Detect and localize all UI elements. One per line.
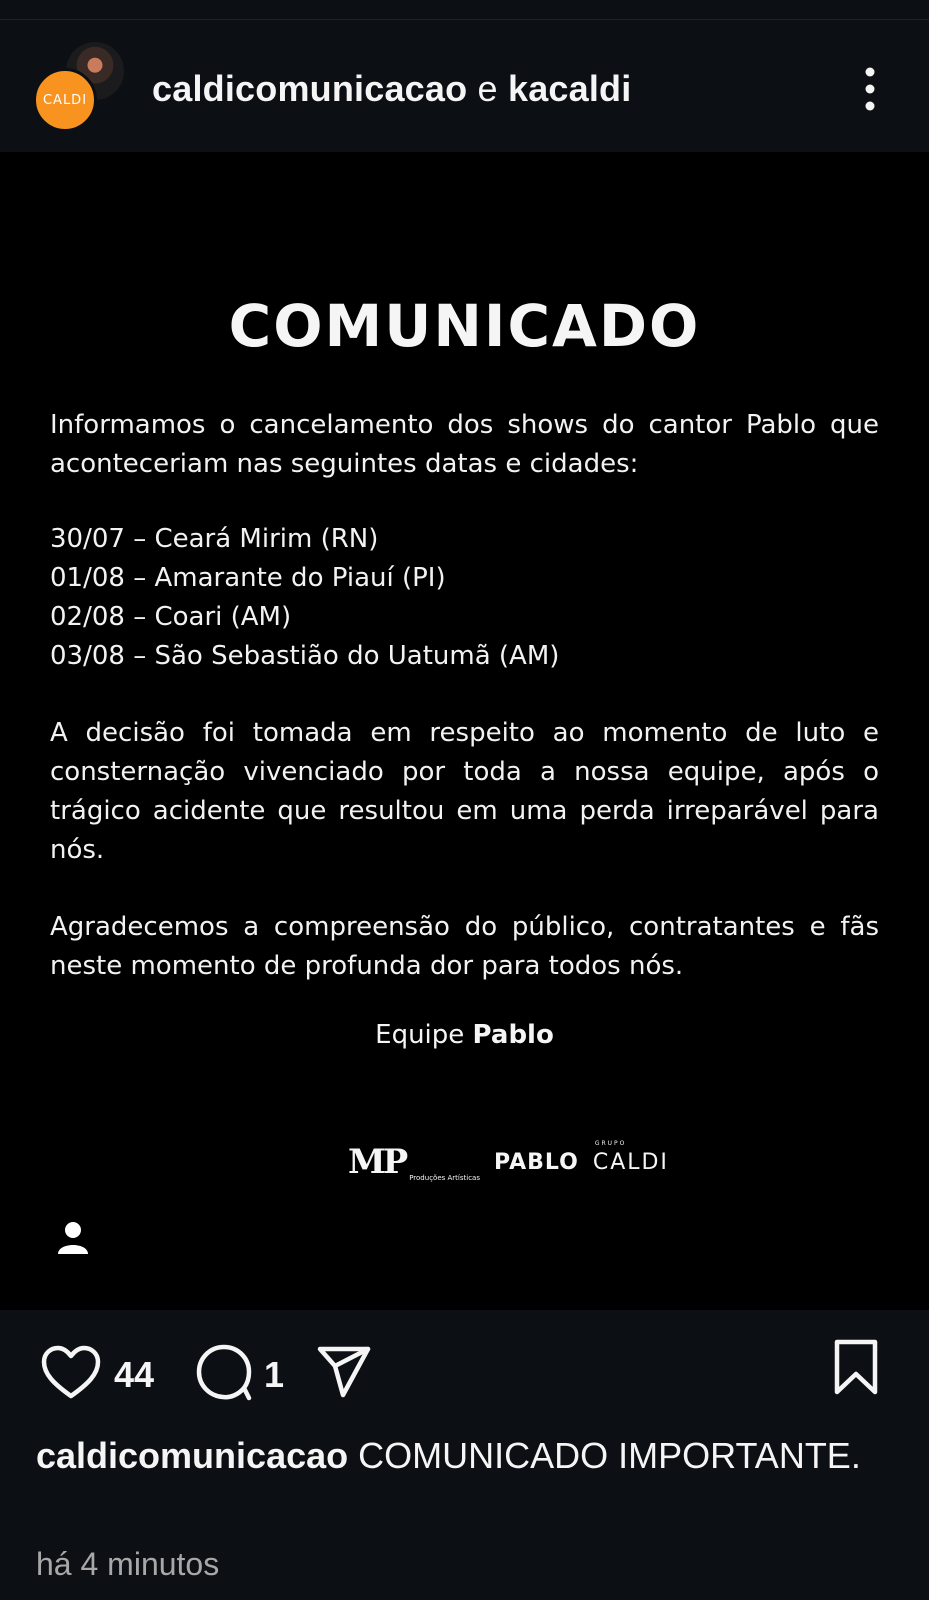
post-authors [152,68,631,110]
post-header [0,20,929,152]
signature-name: Pablo [472,1020,554,1050]
author-primary-link[interactable]: caldicomunicacao [152,68,468,109]
author-secondary-link[interactable]: kacaldi [507,68,632,109]
mp-logo: MP Produções Artísticas [348,1142,480,1182]
post-timestamp: há 4 minutos [36,1546,220,1582]
date-item: 02/08 – Coari (AM) [50,602,292,632]
announcement-intro: Informamos o cancelamento dos shows do cantor Pablo que aconteceriam nas seguintes datas e cidades: [50,410,879,479]
date-item: 30/07 – Ceará Mirim (RN) [50,524,379,554]
date-item: 03/08 – São Sebastião do Uatumã (AM) [50,641,560,671]
cancelled-dates-list [50,520,559,676]
caption-text: COMUNICADO IMPORTANTE. [358,1435,861,1476]
comment-count[interactable]: 1 [264,1354,285,1395]
mp-logo-sub: Produções Artísticas [409,1174,480,1182]
more-vertical-icon[interactable] [858,66,882,112]
comment-icon[interactable] [194,1342,254,1402]
paper-plane-icon[interactable] [316,1344,372,1400]
avatar-logo-text: CALDI [42,92,88,108]
author-conjunction: e [477,68,498,109]
announcement-decision: A decisão foi tomada em respeito ao momento de luto e consternação vivenciado por toda a nossa equipe, após o trágico acidente que resultou em uma perda irreparável para nós. [50,718,879,865]
heart-icon[interactable] [40,1344,102,1400]
post-caption [36,1430,896,1482]
bookmark-icon[interactable] [832,1338,880,1396]
caldi-logo-sub: GRUPO [594,1139,627,1147]
status-bar-strip [0,0,929,20]
signature-prefix: Equipe [375,1020,465,1050]
date-item: 01/08 – Amarante do Piauí (PI) [50,563,446,593]
announcement-thanks: Agradecemos a compreensão do público, contratantes e fãs neste momento de profunda dor para todos nós. [50,912,879,981]
caption-author-link[interactable]: caldicomunicacao [36,1435,349,1476]
announcement-signature [0,1020,929,1050]
post-image[interactable] [0,152,929,1310]
avatar-primary[interactable] [33,68,97,132]
pablo-logo: PABLO [493,1149,579,1175]
tagged-users-icon[interactable] [56,1220,90,1256]
sponsor-logos [348,1140,669,1184]
like-count[interactable]: 44 [114,1354,155,1395]
post-actions-bar [0,1310,929,1420]
announcement-title: COMUNICADO [228,292,701,360]
caldi-logo: GRUPO CALDI [592,1139,669,1175]
